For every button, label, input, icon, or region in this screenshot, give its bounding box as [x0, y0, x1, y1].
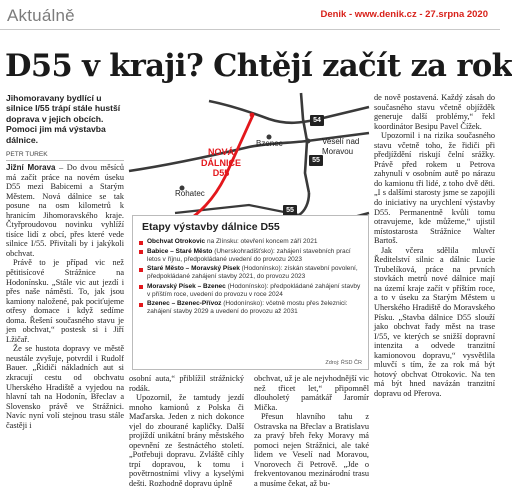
stage-item	[138, 248, 363, 264]
page-header	[0, 0, 500, 30]
paragraph: Upozornil, že tamtudy jezdí mnoho kamionů z Polska či Maďarska. Jeden z nich dokonce vjel do zbourané kapličky. Další projíždí unikátní brány městského opevnění ze šestnáctého století. „Potřebuji dopravu. Zvláště cíhly trpí dopravou, k tomu i povětrnostními vlivy a kyselými dešti. Rozhodně dopravu úplně	[129, 393, 244, 489]
stage-item	[138, 265, 363, 281]
stages-list	[138, 238, 363, 316]
construction-stages-box	[132, 215, 369, 370]
paragraph: Upozornil i na rizika současného stavu včetně toho, že řidiči při předjíždění riskují čelní srážky. Právě před rokem u Petrova zahynuli v osobním autě po nárazu do kamionu tři lidé, z toho dvě děti. „I s dalšími starosty jsme se zapojili do iniciativy na urychlení výstavby D55. Permanentně kvůli tomu otravujeme, kde můžeme,“ ujistil místostarosta Strážnice Walter Bartoš.	[374, 131, 495, 246]
stage-item	[138, 238, 363, 246]
map-node	[306, 139, 311, 144]
road-line	[175, 205, 299, 215]
stage-name: Moravský Písek – Bzenec	[147, 282, 226, 290]
paragraph-text: – Do dvou měsíců má začít práce na novém úseku D55 mezi Babicemi a Starým Městem. Nová dálnice se tak posune na osm kilometrů k hranicím Jihomoravského kraje. Čtyřproudovou novinku vyhlíží tisíce lidí z obcí, přes které vede silnice I/55. Přivítali by i jakýkoli obchvat.	[6, 163, 125, 258]
article-lead	[6, 93, 124, 145]
paragraph: Že se hustota dopravy ve městě neustále zvyšuje, potvrdil i Rudolf Bauer. „Řidiči nákladních aut si zkracují cestu od obchvatu Uherského Hradiště a vyjedou na hlavní tah na Hodonín, Břeclav a Slovensko právě ve Strážnici. Navíc nyní volí stejnou trasu stále častěji i	[6, 344, 124, 430]
stage-name: Babice – Staré Město	[147, 247, 213, 255]
stage-name: Obchvat Otrokovic	[147, 238, 206, 245]
lead-text: Jihomoravany bydlící u silnice I/55 trápí stále hustší doprava v jejich obcích. Pomoci jim má výstavba dálnice.	[6, 93, 121, 145]
stage-name: Staré Město – Moravský Písek	[147, 265, 240, 272]
new-highway-label-text: NOVÁ DÁLNICE D55	[201, 147, 241, 178]
article-column-4	[374, 93, 495, 399]
section-title: Aktuálně	[7, 6, 75, 25]
road-number-55-south: 55	[283, 205, 297, 216]
town-label-rohatec: Rohatec	[175, 189, 205, 198]
stage-text: (Hodonínsko): získán stavební povolení, předpokládané zahájení stavby 2021, do provozu 2023	[147, 265, 358, 280]
stage-text: (Uherskohradišťsko): zahájení stavebních prací letos v říjnu, předpokládané uvedení do provozu 2023	[147, 247, 351, 263]
paragraph: de nově postavená. Každý zásah do současného stavu včetně objížděk generuje další problémy,“ řekl koordinátor Besipu Pavel Čížek.	[374, 93, 495, 131]
stage-item	[138, 283, 363, 299]
map-node	[250, 113, 255, 118]
paragraph: Právě to je případ vic než pětitisícové Strážnice na Hodonínsku. „Stále vic aut jezdí i přes naše náměstí. To, jak jsou kamiony naložené, pak pociťujeme otřesy domace i když sedíme doma. Řešení současného stavu je jen obchvat,“ postesk si i Jiří Lžičař.	[6, 258, 124, 344]
article-headline: D55 v kraji? Chtějí začít za rok	[5, 48, 512, 84]
stage-text: na Zlínsku: otevření koncem září 2021	[205, 238, 318, 245]
source-line: Denik - www.denik.cz - 27.srpna 2020	[320, 9, 488, 20]
paragraph: obchvat, už je ale nejvhodnější vic než třicet let,“ připomněl dlouholetý památkář Jaromír Mička.	[254, 374, 369, 412]
road-number-55: 55	[309, 155, 323, 166]
stages-credit: Zdroj: ŘSD ČR	[325, 360, 362, 366]
new-highway-label	[192, 147, 250, 179]
paragraph: Jak včera sdělila mluvčí Ředitelství silnic a dálnic Lucie Trubelíková, práce na prvních stovkách metrů nové dálnice mají na území kraje začít v příštím roce, a to v úseku za Starým Městem u Uherského Hradiště do Moravského Písku. „Stavba dálnice D55 slouží jako obchvat řady měst na trase I/55, ve kterých se snižší dopravní intenzita a odvede tranzitní kamionovou dopravu,“ vysvětlila mluvčí s tím, že za rok má být hotový obchvat Otrokovic. Na ten má být hned navázán tranzitní dopravu od Přerova.	[374, 245, 495, 398]
stages-title: Etapy výstavby dálnice D55	[142, 221, 280, 233]
paragraph: osobní auta,“ přiblížil strážnický rodák.	[129, 374, 244, 393]
stage-name: Bzenec – Bzenec-Přívoz	[147, 300, 222, 307]
stage-item	[138, 300, 363, 316]
article-column-3	[254, 374, 369, 489]
town-label-bzenec: Bzenec	[256, 139, 283, 148]
paragraph	[6, 163, 124, 258]
road-number-54: 54	[310, 115, 324, 126]
road-line	[299, 193, 309, 215]
paragraph-lead-in: Jižní Morava	[6, 163, 56, 172]
stage-text: (Hodonínsko): včetně mostu přes železnici: zahájení stavby 2029 a uvedení do provozu až 2031	[147, 300, 348, 315]
paragraph: Přesun hlavního tahu z Ostravska na Břeclav a Bratislavu za pravý břeh řeky Moravy má pomoci nejen Strážnici, ale také lidem ve Veselí nad Moravou, Vnorovech či Petrově. „Jde o frekventovanou mezinárodní trasu a musíme čekat, až bu-	[254, 412, 369, 489]
stage-text: (Hodonínsko): předpokládané zahájení stavby v příštím roce, uvedení do provozu v roce 2024	[147, 282, 361, 298]
author-byline: PETR TUREK	[6, 151, 124, 161]
town-label-veseli: Veselí nad Moravou	[322, 137, 360, 156]
road-line	[209, 101, 369, 123]
article-column-2	[129, 374, 244, 489]
article-column-1	[6, 163, 124, 430]
